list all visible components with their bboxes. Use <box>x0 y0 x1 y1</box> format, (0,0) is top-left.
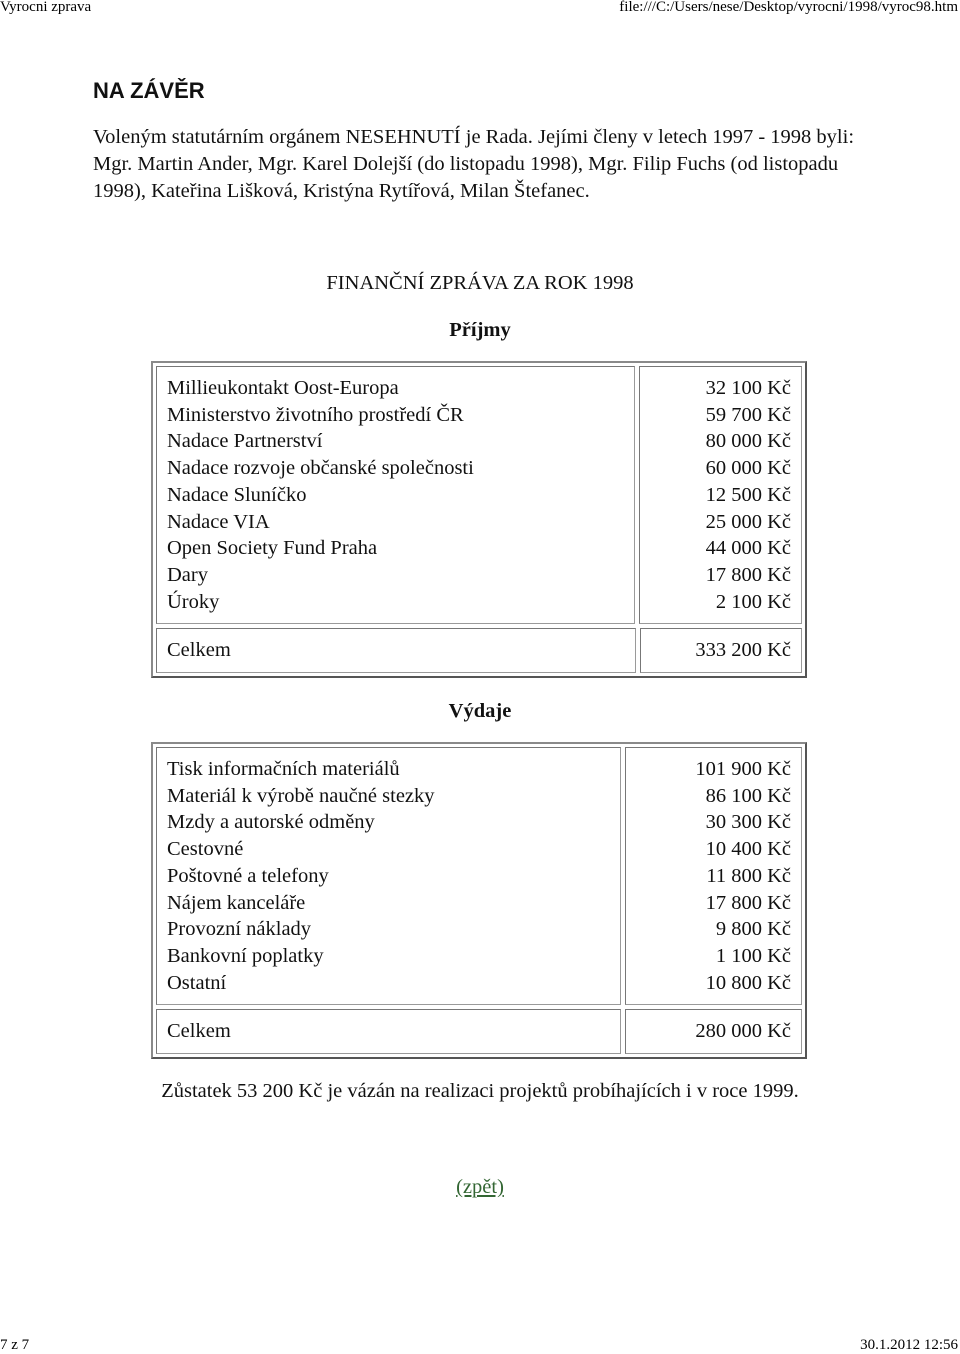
expense-amount: 9 800 Kč <box>715 918 791 941</box>
expense-label: Poštovné a telefony <box>167 864 329 887</box>
income-amount: 12 500 Kč <box>705 483 791 506</box>
expense-label: Tisk informačních materiálů <box>167 758 400 780</box>
income-label: Millieukontakt Oost-Europa <box>167 377 399 399</box>
expenses-table <box>151 742 807 1059</box>
income-label: Nadace rozvoje občanské společnosti <box>167 457 474 480</box>
income-amounts-cell <box>639 366 802 624</box>
income-label: Nadace Partnerství <box>167 430 323 453</box>
expenses-total-amount: 280 000 Kč <box>625 1009 802 1054</box>
income-label: Dary <box>167 563 208 586</box>
page-header-title: Vyrocni zprava <box>0 0 92 15</box>
expense-amount: 1 100 Kč <box>715 944 791 967</box>
expense-amount: 10 400 Kč <box>705 838 791 861</box>
expense-amount: 11 800 Kč <box>706 864 791 887</box>
expense-amount: 86 100 Kč <box>705 784 791 807</box>
income-label: Úroky <box>167 590 220 613</box>
expenses-total-label: Celkem <box>156 1009 621 1054</box>
income-labels-cell <box>156 366 635 624</box>
expense-label: Provozní náklady <box>167 918 312 941</box>
page-number: 7 z 7 <box>0 1337 30 1353</box>
income-amount: 2 100 Kč <box>715 590 791 613</box>
expense-amount: 10 800 Kč <box>705 971 791 994</box>
income-amount: 17 800 Kč <box>705 563 791 586</box>
income-heading: Příjmy <box>449 319 511 341</box>
income-amount: 32 100 Kč <box>705 377 791 399</box>
balance-note: Zůstatek 53 200 Kč je vázán na realizaci projektů probíhajících i v roce 1999. <box>161 1080 799 1102</box>
back-link-wrapper <box>0 1174 960 1200</box>
print-datetime: 30.1.2012 12:56 <box>860 1337 958 1353</box>
income-label: Nadace Sluníčko <box>167 483 307 506</box>
expense-amount: 101 900 Kč <box>695 758 791 780</box>
expenses-heading: Výdaje <box>448 700 512 722</box>
expense-label: Mzdy a autorské odměny <box>167 811 375 834</box>
expense-amount: 17 800 Kč <box>705 891 791 914</box>
expense-label: Bankovní poplatky <box>167 944 324 967</box>
income-total-label: Celkem <box>156 628 636 673</box>
expense-label: Ostatní <box>167 971 227 994</box>
income-amount: 25 000 Kč <box>705 510 791 533</box>
back-link[interactable]: (zpět) <box>456 1176 504 1198</box>
expense-labels-cell <box>156 747 621 1005</box>
income-items-row <box>156 366 802 624</box>
income-table <box>151 361 807 678</box>
expense-amounts-cell <box>625 747 802 1005</box>
income-label: Open Society Fund Praha <box>167 537 378 560</box>
conclusion-text: Voleným statutárním orgánem NESEHNUTÍ je Rada. Jejími členy v letech 1997 - 1998 byli: Mgr. Martin Ander, Mgr. Karel Dolejší (do listopadu 1998), Mgr. Filip Fuchs (od listopadu 1998), Kateřina Lišková, Kristýna Rytířová, Milan Štefanec. <box>93 126 855 202</box>
conclusion-heading: NA ZÁVĚR <box>93 78 205 103</box>
income-label: Nadace VIA <box>167 510 270 533</box>
income-total-amount: 333 200 Kč <box>640 628 803 673</box>
financial-report-title: FINANČNÍ ZPRÁVA ZA ROK 1998 <box>326 272 634 294</box>
income-amount: 59 700 Kč <box>705 403 791 426</box>
income-amount: 44 000 Kč <box>705 537 791 560</box>
expense-label: Cestovné <box>167 838 244 861</box>
page-header-url: file:///C:/Users/nese/Desktop/vyrocni/1998/vyroc98.htm <box>619 0 958 15</box>
expenses-items-row <box>156 747 802 1005</box>
expense-label: Materiál k výrobě naučné stezky <box>167 784 435 807</box>
income-label: Ministerstvo životního prostředí ČR <box>167 403 464 426</box>
income-total-row <box>156 628 802 673</box>
expenses-total-row <box>156 1009 802 1054</box>
income-amount: 60 000 Kč <box>705 457 791 480</box>
expense-label: Nájem kanceláře <box>167 891 306 914</box>
income-amount: 80 000 Kč <box>705 430 791 453</box>
expense-amount: 30 300 Kč <box>705 811 791 834</box>
